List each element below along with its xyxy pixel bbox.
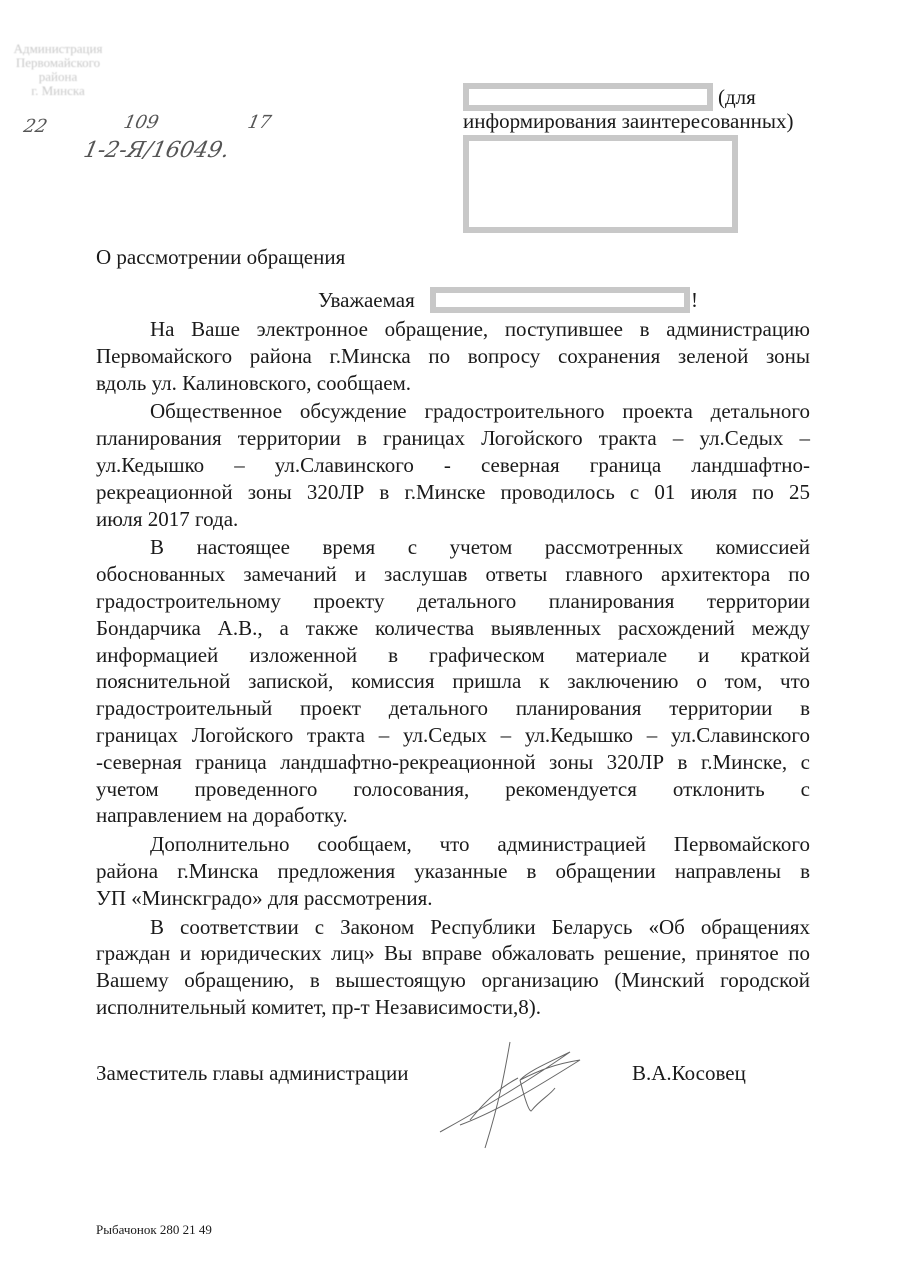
body-paragraph <box>96 831 810 911</box>
paragraph-line: рекреационной зоны 320ЛР в г.Минске проводилось с 01 июля по 25 <box>96 479 810 504</box>
paragraph-line: исполнительный комитет, пр-т Независимости,8). <box>96 994 541 1019</box>
letter-body <box>96 316 810 1023</box>
paragraph-line: границах Логойского тракта – ул.Седых – ул.Кедышко – ул.Славинского <box>96 722 810 747</box>
redacted-addressee-name <box>463 83 713 111</box>
paragraph-line: ул.Кедышко – ул.Славинского - северная граница ландшафтно- <box>96 452 810 477</box>
signer-position: Заместитель главы администрации <box>96 1061 409 1085</box>
body-paragraph <box>96 914 810 1021</box>
paragraph-line: обоснованных замечаний и заслушав ответы главного архитектора по <box>96 562 810 587</box>
executor-contact: Рыбачонок 280 21 49 <box>96 1222 212 1237</box>
paragraph-line: В настоящее время с учетом рассмотренных комиссией <box>150 535 810 560</box>
paragraph-line: пояснительной запиской, комиссия пришла к заключению о том, что <box>96 669 810 694</box>
paragraph-line: -северная граница ландшафтно-рекреационной зоны 320ЛР в г.Минске, с <box>96 749 810 774</box>
body-paragraph <box>96 398 810 532</box>
paragraph-line: информацией изложенной в графическом материале и краткой <box>96 642 810 667</box>
body-paragraph <box>96 534 810 829</box>
salutation-end: ! <box>691 288 698 312</box>
paragraph-line: УП «Минскградо» для рассмотрения. <box>96 885 433 910</box>
handwritten-registration-number: 1-2-Я/16049. <box>81 138 232 163</box>
paragraph-line: направлением на доработку. <box>96 803 348 828</box>
addressee-suffix: (для <box>718 85 756 109</box>
paragraph-line: Общественное обсуждение градостроительного проекта детального <box>150 399 810 424</box>
stamp-line: района <box>38 69 78 84</box>
redacted-recipient-name <box>430 287 690 313</box>
handwritten-mark: 17 <box>245 112 274 133</box>
paragraph-line: Первомайского района г.Минска по вопросу сохранения зеленой зоны <box>96 343 810 368</box>
paragraph-line: Дополнительно сообщаем, что администрацией Первомайского <box>150 832 810 857</box>
handwritten-mark: 109 <box>121 112 161 133</box>
paragraph-line: Бондарчика А.В., а также количества выявленных расхождений между <box>96 615 810 640</box>
paragraph-line: Вашему обращению, в вышестоящую организацию (Минский городской <box>96 968 810 993</box>
redacted-address-block <box>463 135 738 233</box>
paragraph-line: планирования территории в границах Логойского тракта – ул.Седых – <box>96 426 810 451</box>
paragraph-line: граждан и юридических лиц» Вы вправе обжаловать решение, принятое по <box>96 941 810 966</box>
handwritten-signature <box>430 1040 630 1150</box>
body-paragraph <box>96 316 810 396</box>
salutation: Уважаемая <box>318 288 415 312</box>
paragraph-line: июля 2017 года. <box>96 506 239 531</box>
paragraph-line: градостроительный проект детального планирования территории в <box>96 696 810 721</box>
paragraph-line: вдоль ул. Калиновского, сообщаем. <box>96 370 412 395</box>
paragraph-line: учетом проведенного голосования, рекомендуется отклонить с <box>96 776 810 801</box>
paragraph-line: района г.Минска предложения указанные в обращении направлены в <box>96 858 810 883</box>
stamp-line: Администрация <box>13 41 103 56</box>
signer-name: В.А.Косовец <box>632 1061 746 1085</box>
subject-line: О рассмотрении обращения <box>96 245 346 269</box>
paragraph-line: В соответствии с Законом Республики Беларусь «Об обращениях <box>150 914 810 939</box>
addressee-line: информирования заинтересованных) <box>463 109 794 133</box>
stamp-line: Первомайского <box>15 55 101 70</box>
stamp-line: г. Минска <box>31 83 85 98</box>
paragraph-line: На Ваше электронное обращение, поступившее в администрацию <box>150 317 810 341</box>
handwritten-mark: 22 <box>21 116 50 137</box>
paragraph-line: градостроительному проекту детального планирования территории <box>96 588 810 613</box>
